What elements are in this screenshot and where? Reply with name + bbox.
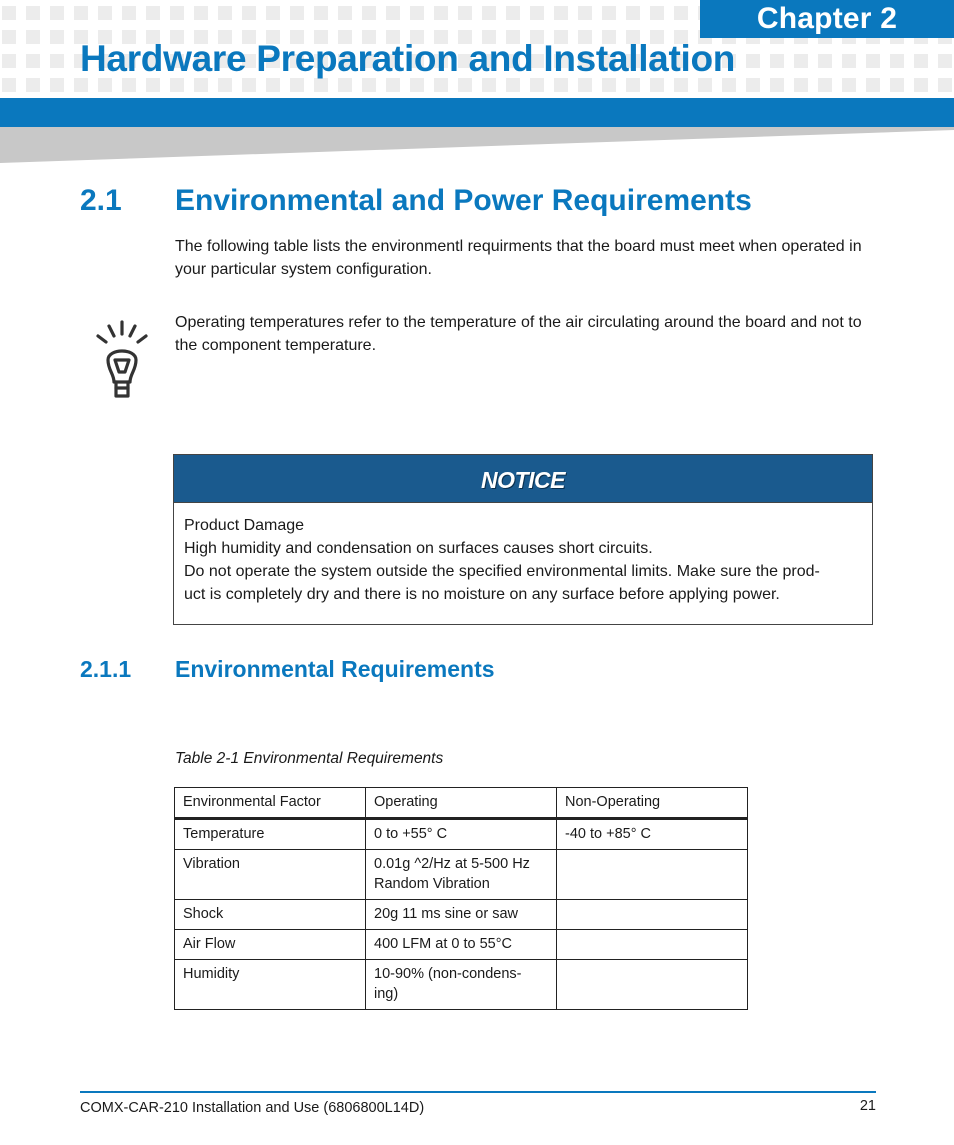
operating-line: ing) (374, 986, 399, 1002)
column-header: Non-Operating (557, 788, 748, 819)
operating-cell (366, 930, 557, 960)
pattern-square (2, 6, 16, 20)
non-operating-cell (557, 900, 748, 930)
non-operating-cell (557, 850, 748, 900)
table-row (175, 819, 748, 850)
footer-document-title: COMX-CAR-210 Installation and Use (6806800L14D) (80, 1100, 425, 1116)
pattern-square (890, 54, 904, 68)
notice-line: uct is completely dry and there is no moisture on any surface before applying power. (184, 586, 780, 603)
operating-line: 0 to +55° C (374, 826, 448, 842)
section-heading (80, 180, 752, 222)
operating-line: 400 LFM at 0 to 55°C (374, 936, 512, 952)
pattern-square (290, 6, 304, 20)
column-header: Environmental Factor (175, 788, 366, 819)
header-band (0, 98, 954, 127)
section-number: 2.1 (80, 184, 122, 217)
operating-line: 0.01g ^2/Hz at 5-500 Hz (374, 856, 530, 872)
page-number: 21 (859, 1098, 876, 1114)
lightbulb-icon (90, 318, 154, 402)
notice-line: Do not operate the system outside the specified environmental limits. Make sure the prod- (184, 563, 820, 580)
pattern-square (842, 54, 856, 68)
notice-box (173, 454, 873, 625)
factor-cell: Shock (175, 900, 366, 930)
notice-line: Product Damage (184, 517, 305, 534)
pattern-square (170, 6, 184, 20)
column-header: Operating (366, 788, 557, 819)
non-operating-cell (557, 960, 748, 1010)
chapter-title: Hardware Preparation and Installation (80, 38, 736, 79)
subsection-number: 2.1.1 (80, 656, 132, 682)
pattern-square (482, 6, 496, 20)
pattern-square (338, 6, 352, 20)
pattern-square (890, 78, 904, 92)
pattern-square (362, 6, 376, 20)
pattern-square (554, 6, 568, 20)
pattern-square (818, 78, 832, 92)
tip-text: Operating temperatures refer to the temperature of the air circulating around the board and not to the component temperature. (175, 314, 862, 354)
pattern-square (938, 78, 952, 92)
notice-line: High humidity and condensation on surfaces causes short circuits. (184, 540, 653, 557)
pattern-square (770, 78, 784, 92)
operating-cell (366, 819, 557, 850)
operating-cell (366, 850, 557, 900)
pattern-square (2, 78, 16, 92)
table-row (175, 900, 748, 930)
table-row (175, 850, 748, 900)
pattern-square (266, 6, 280, 20)
pattern-square (50, 30, 64, 44)
pattern-square (746, 54, 760, 68)
section-title: Environmental and Power Requirements (175, 184, 752, 217)
pattern-square (794, 54, 808, 68)
operating-cell (366, 960, 557, 1010)
pattern-square (578, 6, 592, 20)
pattern-square (2, 54, 16, 68)
pattern-square (242, 6, 256, 20)
section-intro: The following table lists the environmentl requirments that the board must meet when operated in your particular system configuration. (175, 238, 862, 278)
factor-cell: Temperature (175, 819, 366, 850)
operating-cell (366, 900, 557, 930)
table-row (175, 930, 748, 960)
chapter-label: Chapter 2 (700, 0, 954, 38)
subsection-title: Environmental Requirements (175, 656, 495, 682)
pattern-square (26, 78, 40, 92)
subsection-heading (80, 653, 495, 685)
pattern-square (458, 6, 472, 20)
pattern-square (122, 6, 136, 20)
table-row (175, 960, 748, 1010)
factor-cell: Humidity (175, 960, 366, 1010)
pattern-square (218, 6, 232, 20)
pattern-square (2, 30, 16, 44)
pattern-square (74, 6, 88, 20)
pattern-square (506, 6, 520, 20)
header-wedge (0, 127, 954, 163)
operating-line: 10-90% (non-condens- (374, 966, 522, 982)
operating-line: Random Vibration (374, 876, 490, 892)
pattern-square (842, 78, 856, 92)
pattern-square (26, 30, 40, 44)
pattern-square (146, 6, 160, 20)
footer-rule (80, 1091, 876, 1093)
table-header-row (175, 788, 748, 819)
pattern-square (770, 54, 784, 68)
pattern-square (50, 54, 64, 68)
pattern-square (914, 78, 928, 92)
pattern-square (50, 78, 64, 92)
pattern-square (866, 78, 880, 92)
pattern-square (434, 6, 448, 20)
pattern-square (938, 54, 952, 68)
pattern-square (26, 6, 40, 20)
pattern-square (410, 6, 424, 20)
pattern-square (818, 54, 832, 68)
pattern-square (26, 54, 40, 68)
pattern-square (50, 6, 64, 20)
pattern-square (794, 78, 808, 92)
pattern-square (674, 6, 688, 20)
pattern-square (98, 6, 112, 20)
pattern-square (314, 6, 328, 20)
pattern-square (530, 6, 544, 20)
pattern-square (866, 54, 880, 68)
factor-cell: Air Flow (175, 930, 366, 960)
pattern-square (194, 6, 208, 20)
notice-heading: NOTICE (174, 455, 872, 503)
notice-body (174, 503, 872, 606)
pattern-square (386, 6, 400, 20)
pattern-square (626, 6, 640, 20)
factor-cell: Vibration (175, 850, 366, 900)
operating-line: 20g 11 ms sine or saw (374, 906, 518, 922)
pattern-square (914, 54, 928, 68)
pattern-square (650, 6, 664, 20)
environmental-table (174, 787, 748, 1010)
table-caption: Table 2-1 Environmental Requirements (175, 750, 444, 767)
pattern-square (746, 78, 760, 92)
pattern-square (602, 6, 616, 20)
non-operating-cell: -40 to +85° C (557, 819, 748, 850)
non-operating-cell (557, 930, 748, 960)
